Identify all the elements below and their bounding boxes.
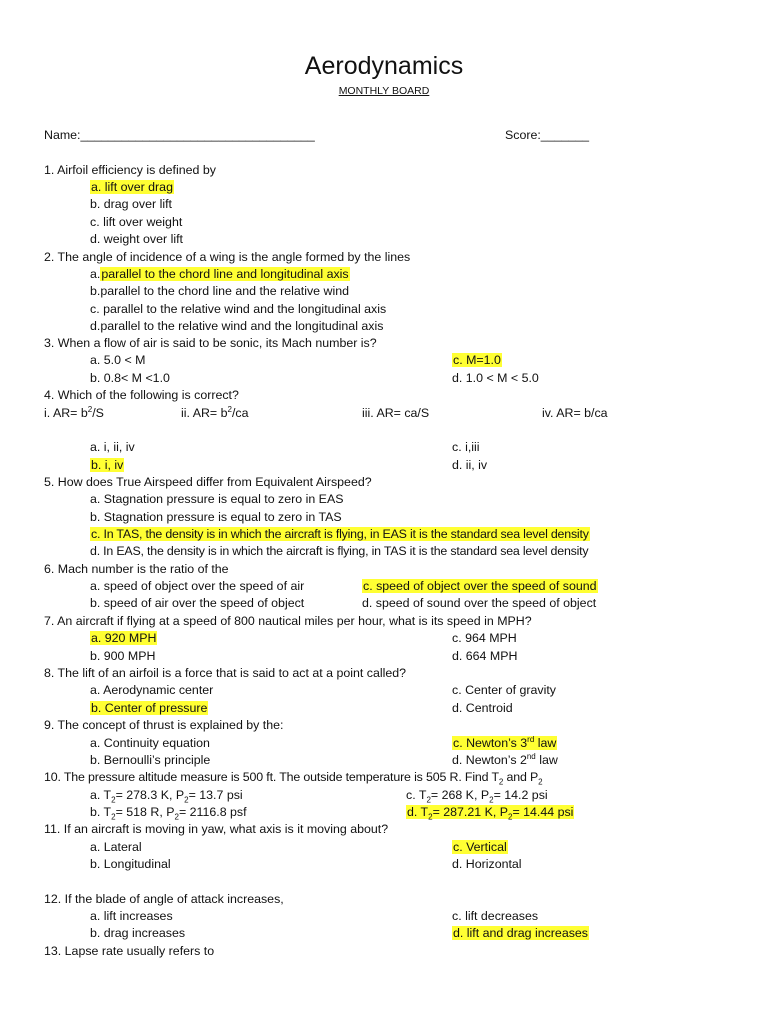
answer-highlight: c. Vertical — [453, 840, 507, 854]
question-12-option-c: c. lift decreases — [452, 909, 539, 923]
option-text: law — [534, 736, 557, 750]
question-9-option-c — [452, 735, 557, 752]
question-5-option-a: a. Stagnation pressure is equal to zero in EAS — [90, 492, 344, 506]
option-prefix: a. — [90, 267, 101, 281]
question-10-option-d — [406, 804, 574, 821]
answer-highlight: c. M=1.0 — [453, 353, 501, 367]
question-9-stem: 9. The concept of thrust is explained by the: — [44, 718, 284, 732]
question-6-option-a: a. speed of object over the speed of air — [90, 579, 305, 593]
answer-highlight — [452, 736, 557, 750]
superscript: 2 — [87, 404, 93, 414]
subscript: 2 — [174, 812, 179, 822]
question-10-option-b — [90, 804, 247, 821]
option-text: = 14.44 psi — [512, 805, 574, 819]
subscript: 2 — [184, 795, 189, 805]
name-field: Name:__________________________________ — [44, 128, 315, 142]
question-8-option-b — [90, 700, 208, 717]
question-11-option-a: a. Lateral — [90, 840, 142, 854]
question-6-option-b: b. speed of air over the speed of object — [90, 596, 305, 610]
option-text: law — [535, 753, 558, 767]
question-12-option-d — [452, 925, 589, 942]
question-3-option-d: d. 1.0 < M < 5.0 — [452, 371, 539, 385]
question-5-option-c — [90, 526, 590, 543]
question-4-statement-iii: iii. AR= ca/S — [362, 406, 430, 420]
question-8-stem: 8. The lift of an airfoil is a force that is said to act at a point called? — [44, 666, 407, 680]
stem-text: and P — [503, 770, 539, 784]
subscript: 2 — [111, 812, 116, 822]
question-2-stem: 2. The angle of incidence of a wing is the angle formed by the lines — [44, 250, 411, 264]
answer-highlight: d. lift and drag increases — [453, 926, 588, 940]
superscript: 2 — [227, 404, 232, 414]
answer-highlight: b. i, iv — [91, 458, 124, 472]
score-field: Score:_______ — [505, 128, 590, 142]
answer-highlight: c. In TAS, the density is in which the aircraft is flying, in EAS it is the standard sea level density — [91, 527, 589, 541]
page-subtitle: MONTHLY BOARD — [338, 85, 430, 97]
question-7-option-b: b. 900 MPH — [90, 649, 156, 663]
question-2-option-d: d.parallel to the relative wind and the longitudinal axis — [90, 319, 384, 333]
stem-text: 10. The pressure altitude measure is 500 ft. The outside temperature is 505 R. Find T — [44, 770, 499, 784]
option-text: b. T — [90, 805, 112, 819]
question-7-option-a — [90, 630, 157, 647]
question-6-stem: 6. Mach number is the ratio of the — [44, 562, 229, 576]
question-1-option-c: c. lift over weight — [90, 215, 183, 229]
question-5-stem: 5. How does True Airspeed differ from Equivalent Airspeed? — [44, 475, 372, 489]
superscript: nd — [526, 751, 536, 761]
question-3-option-c — [452, 352, 502, 369]
question-5-option-b: b. Stagnation pressure is equal to zero in TAS — [90, 510, 342, 524]
question-6-option-d: d. speed of sound over the speed of object — [362, 596, 597, 610]
option-text: = 268 K, P — [430, 788, 490, 802]
question-2-option-c: c. parallel to the relative wind and the longitudinal axis — [90, 302, 387, 316]
question-3-option-a: a. 5.0 < M — [90, 353, 146, 367]
question-4-statement-i — [44, 405, 104, 422]
option-text: = 2116.8 psf — [178, 805, 247, 819]
page-title: Aerodynamics — [304, 52, 464, 80]
question-4-option-c: c. i,iii — [452, 440, 480, 454]
answer-highlight: a. 920 MPH — [91, 631, 157, 645]
subscript: 2 — [426, 795, 431, 805]
answer-highlight: c. speed of object over the speed of sound — [363, 579, 597, 593]
option-text: = 287.21 K, P — [432, 805, 509, 819]
superscript: rd — [527, 734, 535, 744]
question-7-option-d: d. 664 MPH — [452, 649, 518, 663]
question-4-option-b — [90, 457, 124, 474]
subscript: 2 — [508, 812, 513, 822]
option-text: = 14.2 psi — [493, 788, 548, 802]
question-11-stem: 11. If an aircraft is moving in yaw, what axis is it moving about? — [44, 822, 389, 836]
question-2-option-a — [90, 266, 350, 283]
question-1-stem: 1. Airfoil efficiency is defined by — [44, 163, 216, 177]
question-7-option-c: c. 964 MPH — [452, 631, 517, 645]
question-9-option-b: b. Bernoulli’s principle — [90, 753, 211, 767]
option-text: = 278.3 K, P — [115, 788, 185, 802]
subscript: 2 — [498, 777, 504, 787]
question-11-option-d: d. Horizontal — [452, 857, 522, 871]
question-11-option-b: b. Longitudinal — [90, 857, 171, 871]
subscript: 2 — [489, 795, 494, 805]
question-7-stem: 7. An aircraft if flying at a speed of 800 nautical miles per hour, what is its speed in MPH? — [44, 614, 532, 628]
option-text: d. T — [407, 805, 429, 819]
question-4-option-d: d. ii, iv — [452, 458, 488, 472]
question-4-statement-iv: iv. AR= b/ca — [542, 406, 608, 420]
option-text: c. Newton’s 3 — [453, 736, 528, 750]
question-11-option-c — [452, 839, 508, 856]
question-12-option-b: b. drag increases — [90, 926, 186, 940]
subscript: 2 — [111, 795, 116, 805]
question-1-option-b: b. drag over lift — [90, 197, 172, 211]
question-10-option-a — [90, 787, 243, 804]
answer-highlight: a. lift over drag — [91, 180, 173, 194]
question-8-option-c: c. Center of gravity — [452, 683, 556, 697]
question-3-stem: 3. When a flow of air is said to be sonic, its Mach number is? — [44, 336, 377, 350]
statement-text: /S — [92, 406, 104, 420]
question-10-option-c — [406, 787, 548, 804]
question-5-option-d: d. In EAS, the density is in which the aircraft is flying, in TAS it is the standard sea level density — [90, 544, 589, 558]
option-text: d. Newton’s 2 — [452, 753, 527, 767]
question-8-option-a: a. Aerodynamic center — [90, 683, 214, 697]
option-text: = 13.7 psi — [188, 788, 243, 802]
statement-text: i. AR= b — [44, 406, 88, 420]
question-8-option-d: d. Centroid — [452, 701, 513, 715]
option-text: c. T — [406, 788, 427, 802]
option-text: a. T — [90, 788, 112, 802]
answer-highlight: parallel to the chord line and longitudinal axis — [101, 267, 349, 281]
answer-highlight: b. Center of pressure — [91, 701, 208, 715]
subscript: 2 — [428, 812, 433, 822]
question-2-option-b: b.parallel to the chord line and the relative wind — [90, 284, 349, 298]
statement-text: /ca — [231, 406, 249, 420]
subscript: 2 — [538, 777, 543, 787]
question-3-option-b: b. 0.8< M <1.0 — [90, 371, 170, 385]
option-text: = 518 R, P — [115, 805, 175, 819]
question-12-option-a: a. lift increases — [90, 909, 173, 923]
question-9-option-a: a. Continuity equation — [90, 736, 210, 750]
question-1-option-d: d. weight over lift — [90, 232, 183, 246]
question-1-option-a — [90, 179, 174, 196]
question-4-stem: 4. Which of the following is correct? — [44, 388, 239, 402]
statement-text: ii. AR= b — [181, 406, 228, 420]
question-9-option-d — [452, 752, 558, 769]
answer-highlight — [406, 805, 574, 822]
question-4-option-a: a. i, ii, iv — [90, 440, 135, 454]
question-10-stem — [44, 769, 542, 786]
question-12-stem: 12. If the blade of angle of attack increases, — [44, 892, 284, 906]
question-4-statement-ii — [181, 405, 248, 422]
question-13-stem: 13. Lapse rate usually refers to — [44, 944, 215, 958]
question-6-option-c — [362, 578, 598, 595]
